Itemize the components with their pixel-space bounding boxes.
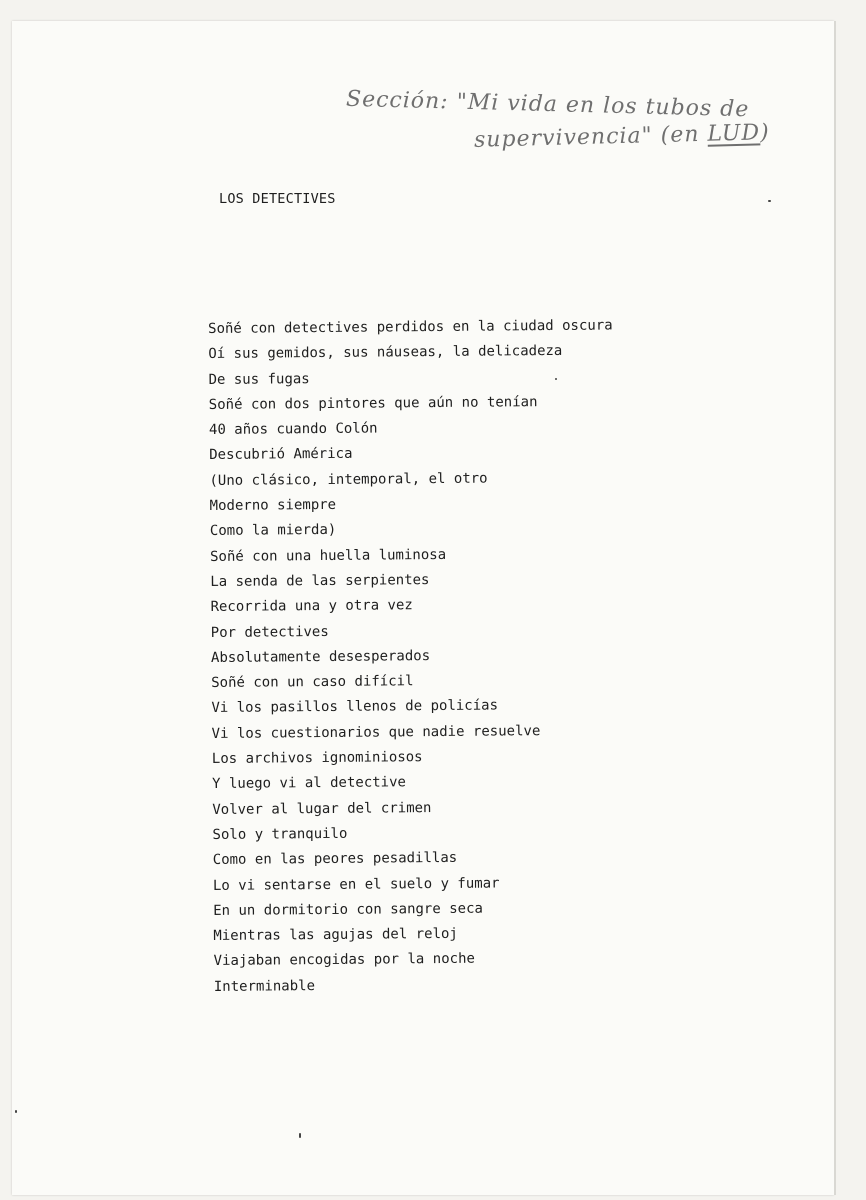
poem-line: La senda de las serpientes	[210, 572, 430, 590]
poem-line: Absolutamente desesperados	[210, 647, 431, 666]
poem-line: Recorrida una y otra vez	[210, 597, 413, 616]
poem-line: Y luego vi al detective	[212, 774, 407, 793]
poem-line: Vi los pasillos llenos de policías	[211, 697, 499, 717]
poem-line: Soñé con un caso difícil	[211, 673, 414, 692]
paper-speck	[15, 1110, 17, 1113]
handwritten-note-text: supervivencia" (en	[473, 121, 708, 153]
poem-title: LOS DETECTIVES	[219, 191, 336, 207]
poem-line: Como la mierda)	[209, 522, 337, 540]
poem-line: Soñé con detectives perdidos en la ciudad oscura	[208, 317, 613, 337]
handwritten-note-line-1: Sección: "Mi vida en los tubos de	[345, 86, 750, 123]
poem-line: Vi los cuestionarios que nadie resuelve	[211, 722, 541, 742]
poem-line: Solo y tranquilo	[212, 825, 348, 843]
paper-speck	[299, 1133, 301, 1138]
poem-line: 40 años cuando Colón	[208, 420, 378, 439]
poem-line: Soñé con una huella luminosa	[210, 546, 447, 565]
poem-line: Oí sus gemidos, sus náuseas, la delicadeza	[208, 343, 563, 363]
poem-line: (Uno clásico, intemporal, el otro	[209, 470, 488, 489]
poem-line: Moderno siempre	[209, 496, 337, 515]
paper-speck	[555, 378, 557, 380]
poem-line: Soñé con dos pintores que aún no tenían	[208, 394, 538, 413]
handwritten-note-close: )	[759, 120, 770, 146]
poem-line: Viajaban encogidas por la noche	[213, 951, 475, 970]
poem-line: Lo vi sentarse en el suelo y fumar	[212, 875, 500, 894]
paper-speck	[768, 200, 771, 202]
poem-line: De sus fugas	[208, 370, 310, 388]
paper-edge	[834, 21, 836, 1195]
poem-line: Volver al lugar del crimen	[212, 799, 432, 818]
handwritten-note-underlined: LUD	[707, 120, 761, 147]
poem-line: Como en las peores pesadillas	[212, 850, 458, 869]
poem-line: Los archivos ignominiosos	[211, 749, 423, 768]
poem-body	[208, 312, 774, 1000]
poem-line: En un dormitorio con sangre seca	[213, 900, 483, 919]
poem-line: Interminable	[213, 977, 316, 995]
poem-line: Descubrió América	[209, 446, 353, 464]
poem-line: Por detectives	[210, 623, 329, 641]
poem-line: Mientras las agujas del reloj	[213, 925, 458, 945]
